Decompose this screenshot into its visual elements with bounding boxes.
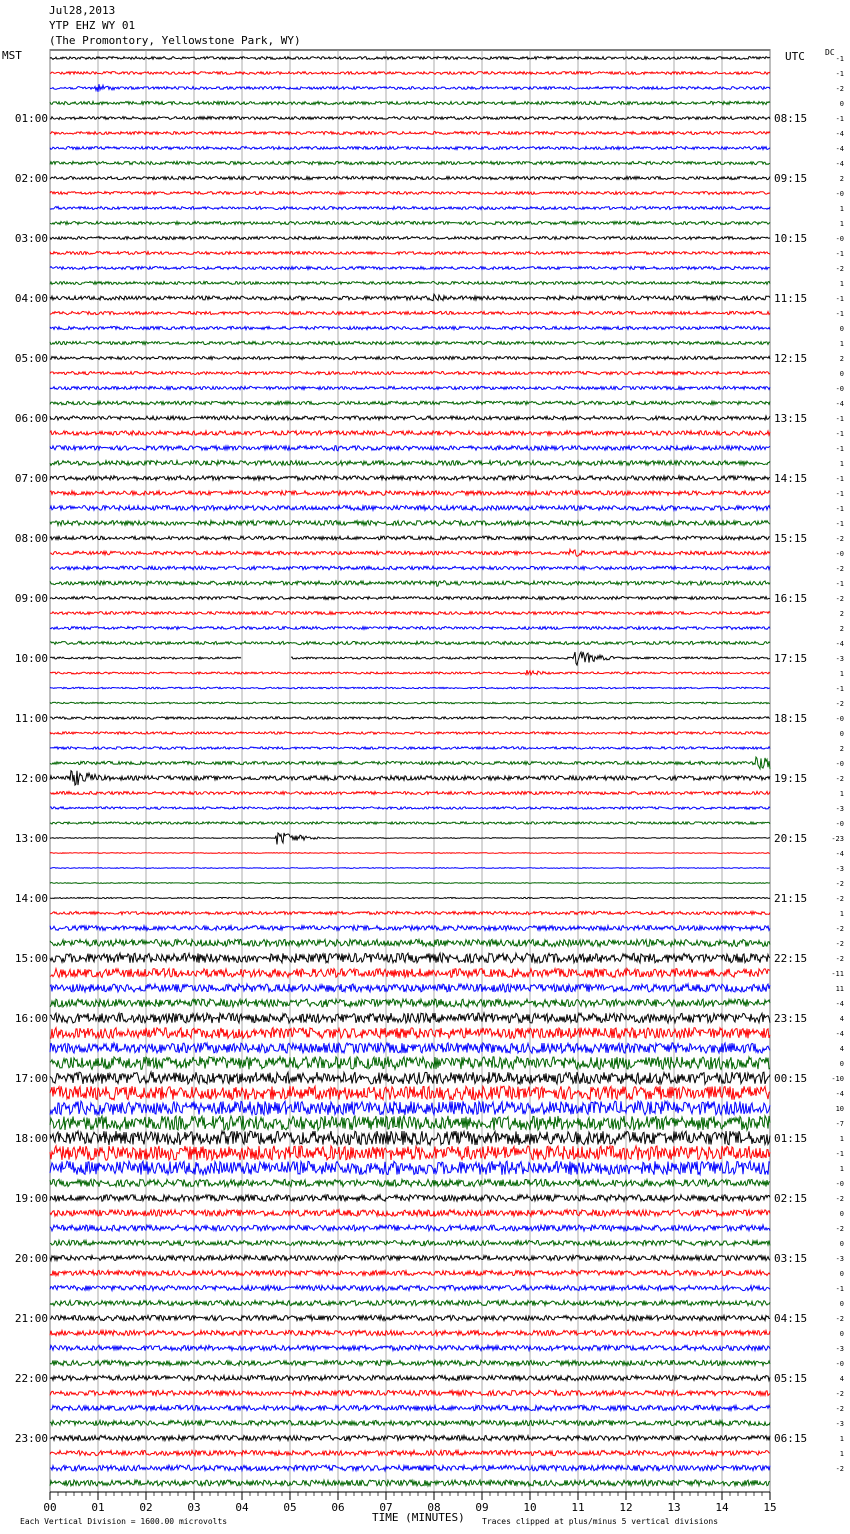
dc-offset-label: -11 — [831, 970, 844, 978]
seismogram-trace — [50, 1435, 770, 1440]
seismogram-trace — [50, 117, 770, 120]
dc-offset-label: -0 — [835, 385, 844, 393]
seismogram-trace — [50, 341, 770, 344]
seismogram-trace — [50, 1375, 770, 1380]
dc-offset-label: 1 — [839, 220, 844, 228]
dc-offset-label: -1 — [835, 115, 844, 123]
seismogram-trace — [50, 1390, 770, 1395]
dc-offset-label: 1 — [839, 1435, 844, 1443]
dc-offset-label: 1 — [839, 460, 844, 468]
dc-offset-label: 1 — [839, 280, 844, 288]
mst-hour-label: 10:00 — [14, 652, 48, 665]
seismogram-trace — [50, 641, 770, 644]
dc-offset-label: -10 — [831, 1075, 844, 1083]
dc-offset-label: 0 — [839, 1300, 844, 1308]
seismogram-trace — [50, 461, 770, 466]
utc-hour-label: 01:15 — [774, 1132, 808, 1145]
mst-hour-label: 11:00 — [14, 712, 48, 725]
seismogram-trace — [50, 833, 770, 845]
seismogram-trace — [50, 897, 770, 898]
dc-offset-label: -2 — [835, 925, 844, 933]
seismogram-trace — [50, 267, 770, 270]
mst-hour-label: 17:00 — [14, 1072, 48, 1085]
utc-hour-label: 11:15 — [774, 292, 808, 305]
dc-offset-label: -1 — [835, 430, 844, 438]
seismogram-trace — [50, 446, 770, 451]
dc-offset-label: 0 — [839, 1210, 844, 1218]
seismogram-trace — [50, 652, 770, 665]
seismogram-trace — [50, 1086, 770, 1100]
utc-hour-label: 22:15 — [774, 952, 808, 965]
dc-offset-label: 2 — [839, 175, 844, 183]
seismogram-trace — [50, 311, 770, 314]
seismogram-trace — [50, 1315, 770, 1320]
utc-hour-label: 16:15 — [774, 592, 808, 605]
mst-hour-label: 23:00 — [14, 1432, 48, 1445]
seismogram-trace — [50, 282, 770, 285]
dc-offset-label: 2 — [839, 610, 844, 618]
dc-offset-label: 1 — [839, 1450, 844, 1458]
mst-hour-label: 14:00 — [14, 892, 48, 905]
seismogram-trace — [50, 853, 770, 854]
mst-hour-label: 19:00 — [14, 1192, 48, 1205]
dc-offset-label: -1 — [835, 310, 844, 318]
seismogram-trace — [50, 1270, 770, 1275]
utc-hour-label: 17:15 — [774, 652, 808, 665]
seismogram-trace — [50, 207, 770, 210]
dc-offset-label: -0 — [835, 550, 844, 558]
dc-offset-label: 2 — [839, 355, 844, 363]
x-tick-label: 10 — [523, 1501, 537, 1514]
seismogram-trace — [50, 57, 770, 60]
seismogram-trace — [50, 1131, 770, 1145]
x-axis-title: TIME (MINUTES) — [372, 1511, 465, 1524]
seismogram-trace — [50, 807, 770, 809]
x-tick-label: 01 — [91, 1501, 105, 1514]
dc-offset-label: -2 — [835, 1195, 844, 1203]
chart-location: (The Promontory, Yellowstone Park, WY) — [49, 34, 301, 47]
seismogram-traces — [50, 57, 770, 1486]
dc-offset-label: -2 — [835, 1390, 844, 1398]
chart-date: Jul28,2013 — [49, 4, 116, 17]
mst-hour-label: 06:00 — [14, 412, 48, 425]
utc-axis-label: UTC — [785, 50, 805, 63]
dc-offset-label: 0 — [839, 325, 844, 333]
dc-offset-label: -23 — [831, 835, 844, 843]
seismogram-trace — [50, 294, 770, 301]
dc-offset-label: -2 — [835, 565, 844, 573]
seismogram-trace — [50, 984, 770, 992]
dc-offset-label: -1 — [835, 580, 844, 588]
utc-hour-label: 18:15 — [774, 712, 808, 725]
dc-offset-label: 1 — [839, 670, 844, 678]
seismogram-trace — [50, 747, 770, 749]
mst-axis-label: MST — [2, 49, 22, 62]
seismogram-trace — [50, 911, 770, 914]
dc-offset-label: 0 — [839, 1060, 844, 1068]
dc-offset-label: -4 — [835, 145, 844, 153]
dc-offset-label: -3 — [835, 1420, 844, 1428]
dc-offset-label: -2 — [835, 775, 844, 783]
mst-hour-label: 15:00 — [14, 952, 48, 965]
seismogram-trace — [50, 237, 770, 240]
seismogram-trace — [50, 1420, 770, 1425]
dc-offset-label: -1 — [835, 415, 844, 423]
x-tick-label: 12 — [619, 1501, 633, 1514]
dc-label: DC — [825, 48, 835, 57]
seismogram-trace — [50, 791, 770, 794]
utc-hour-label: 05:15 — [774, 1372, 808, 1385]
seismogram-trace — [50, 491, 770, 495]
mst-hour-label: 02:00 — [14, 172, 48, 185]
mst-hour-label: 07:00 — [14, 472, 48, 485]
dc-offset-label: 2 — [839, 625, 844, 633]
seismogram-trace — [50, 536, 770, 540]
x-tick-label: 15 — [763, 1501, 777, 1514]
seismogram-trace — [50, 1057, 770, 1070]
seismogram-trace — [50, 597, 770, 600]
seismogram-trace — [50, 822, 770, 824]
dc-offset-label: -1 — [835, 475, 844, 483]
dc-offset-label: -4 — [835, 1000, 844, 1008]
dc-offset-label: -2 — [835, 85, 844, 93]
x-tick-label: 02 — [139, 1501, 153, 1514]
seismogram-trace — [50, 612, 770, 615]
seismogram-trace — [50, 1072, 770, 1084]
footer-scale-note: Each Vertical Division = 1600.00 microvolts — [20, 1517, 228, 1526]
dc-offset-label: 2 — [839, 745, 844, 753]
seismogram-trace — [50, 386, 770, 389]
seismogram-trace — [50, 431, 770, 435]
axis-labels — [15, 55, 844, 1514]
seismogram-trace — [50, 72, 770, 75]
mst-hour-label: 09:00 — [14, 592, 48, 605]
seismogram-trace — [50, 687, 770, 689]
utc-hour-label: 03:15 — [774, 1252, 808, 1265]
dc-offset-label: 0 — [839, 370, 844, 378]
plot-frame — [50, 50, 770, 1492]
seismogram-trace — [50, 371, 770, 374]
seismogram-trace — [50, 757, 770, 769]
mst-hour-label: 16:00 — [14, 1012, 48, 1025]
seismogram-trace — [50, 1285, 770, 1290]
seismogram-trace — [50, 549, 770, 556]
seismogram-trace — [50, 953, 770, 963]
seismogram-trace — [50, 1161, 770, 1175]
dc-offset-label: -2 — [835, 595, 844, 603]
x-tick-label: 05 — [283, 1501, 297, 1514]
dc-offset-label: -1 — [835, 1150, 844, 1158]
mst-hour-label: 18:00 — [14, 1132, 48, 1145]
dc-offset-label: -2 — [835, 955, 844, 963]
seismogram-trace — [50, 939, 770, 946]
dc-offset-label: -0 — [835, 715, 844, 723]
mst-hour-label: 21:00 — [14, 1312, 48, 1325]
seismogram-trace — [50, 1013, 770, 1023]
seismogram-trace — [50, 732, 770, 734]
dc-offset-label: -0 — [835, 235, 844, 243]
utc-hour-label: 23:15 — [774, 1012, 808, 1025]
dc-offset-label: -1 — [835, 250, 844, 258]
dc-offset-label: -2 — [835, 1465, 844, 1473]
seismogram-trace — [50, 326, 770, 329]
dc-offset-label: -2 — [835, 1405, 844, 1413]
seismogram-trace — [50, 1101, 770, 1115]
utc-hour-label: 06:15 — [774, 1432, 808, 1445]
x-tick-label: 00 — [43, 1501, 57, 1514]
seismogram-trace — [50, 1465, 770, 1471]
seismogram-trace — [50, 1195, 770, 1201]
seismogram-trace — [50, 771, 770, 785]
dc-offset-label: -7 — [835, 1120, 844, 1128]
dc-offset-label: -4 — [835, 130, 844, 138]
seismogram-trace — [50, 926, 770, 931]
utc-hour-label: 12:15 — [774, 352, 808, 365]
dc-offset-label: 1 — [839, 790, 844, 798]
x-tick-label: 03 — [187, 1501, 201, 1514]
dc-offset-label: -4 — [835, 160, 844, 168]
seismogram-trace — [50, 176, 770, 179]
dc-offset-label: -2 — [835, 1315, 844, 1323]
seismogram-trace — [50, 999, 770, 1007]
dc-offset-label: -4 — [835, 400, 844, 408]
seismogram-trace — [50, 161, 770, 164]
seismogram-trace — [50, 506, 770, 511]
dc-offset-label: -0 — [835, 1180, 844, 1188]
dc-offset-label: 0 — [839, 1270, 844, 1278]
dc-offset-label: 0 — [839, 100, 844, 108]
dc-offset-label: -2 — [835, 1225, 844, 1233]
dc-offset-label: 11 — [835, 985, 844, 993]
mst-hour-label: 01:00 — [14, 112, 48, 125]
seismogram-trace — [50, 1330, 770, 1335]
dc-offset-label: -4 — [835, 640, 844, 648]
seismogram-trace — [50, 1240, 770, 1245]
dc-offset-label: -4 — [835, 1030, 844, 1038]
x-tick-label: 08 — [427, 1501, 441, 1514]
seismogram-trace — [50, 1116, 770, 1130]
mst-hour-label: 20:00 — [14, 1252, 48, 1265]
seismogram-trace — [50, 356, 770, 359]
seismogram-trace — [50, 969, 770, 978]
utc-hour-label: 02:15 — [774, 1192, 808, 1205]
mst-hour-label: 03:00 — [14, 232, 48, 245]
dc-offset-label: -3 — [835, 865, 844, 873]
seismogram-trace — [50, 717, 770, 719]
dc-offset-label: 1 — [839, 340, 844, 348]
utc-hour-label: 09:15 — [774, 172, 808, 185]
dc-offset-label: -2 — [835, 535, 844, 543]
seismogram-trace — [50, 581, 770, 587]
seismogram-trace — [50, 670, 770, 675]
dc-offset-label: 1 — [839, 1135, 844, 1143]
dc-offset-label: 4 — [839, 1045, 844, 1053]
seismogram-trace — [50, 476, 770, 480]
dc-offset-label: 10 — [835, 1105, 844, 1113]
utc-hour-label: 19:15 — [774, 772, 808, 785]
dc-offset-label: 1 — [839, 1165, 844, 1173]
mst-hour-label: 04:00 — [14, 292, 48, 305]
dc-offset-label: -0 — [835, 1360, 844, 1368]
x-tick-label: 04 — [235, 1501, 249, 1514]
utc-hour-label: 08:15 — [774, 112, 808, 125]
dc-offset-label: -4 — [835, 1090, 844, 1098]
dc-offset-label: -1 — [835, 55, 844, 63]
seismogram-trace — [50, 1225, 770, 1231]
seismogram-trace — [50, 1210, 770, 1216]
seismogram-trace — [50, 1028, 770, 1039]
utc-hour-label: 14:15 — [774, 472, 808, 485]
dc-offset-label: -1 — [835, 490, 844, 498]
dc-offset-label: -1 — [835, 520, 844, 528]
seismogram-trace — [50, 566, 770, 570]
seismogram-trace — [50, 401, 770, 405]
seismogram-trace — [50, 1179, 770, 1186]
utc-hour-label: 21:15 — [774, 892, 808, 905]
seismogram-trace — [50, 868, 770, 869]
dc-offset-label: 0 — [839, 1240, 844, 1248]
mst-hour-label: 22:00 — [14, 1372, 48, 1385]
dc-offset-label: -0 — [835, 190, 844, 198]
seismogram-trace — [50, 221, 770, 224]
dc-offset-label: -1 — [835, 445, 844, 453]
mst-hour-label: 08:00 — [14, 532, 48, 545]
seismogram-trace — [50, 1300, 770, 1305]
dc-offset-label: 4 — [839, 1375, 844, 1383]
seismogram-trace — [50, 1146, 770, 1160]
dc-offset-label: -2 — [835, 700, 844, 708]
seismogram-trace — [50, 1360, 770, 1365]
dc-offset-label: -0 — [835, 760, 844, 768]
utc-hour-label: 10:15 — [774, 232, 808, 245]
seismogram-trace — [50, 192, 770, 195]
seismogram-trace — [50, 84, 770, 92]
dc-offset-label: 4 — [839, 1015, 844, 1023]
seismogram-trace — [50, 1043, 770, 1053]
x-tick-label: 11 — [571, 1501, 585, 1514]
seismogram-trace — [50, 416, 770, 420]
dc-offset-label: 1 — [839, 205, 844, 213]
seismogram-trace — [50, 1345, 770, 1350]
seismogram-trace — [50, 252, 770, 255]
seismogram-trace — [50, 101, 770, 104]
utc-hour-label: 00:15 — [774, 1072, 808, 1085]
dc-offset-label: -2 — [835, 895, 844, 903]
dc-offset-label: -3 — [835, 655, 844, 663]
x-tick-label: 13 — [667, 1501, 681, 1514]
seismogram-trace — [50, 1255, 770, 1260]
dc-offset-label: -1 — [835, 295, 844, 303]
seismogram-trace — [50, 627, 770, 630]
seismogram-trace — [50, 132, 770, 135]
dc-offset-label: -2 — [835, 940, 844, 948]
dc-offset-label: -1 — [835, 1285, 844, 1293]
seismogram-trace — [50, 1480, 770, 1486]
seismogram-trace — [50, 1450, 770, 1455]
footer-clip-note: Traces clipped at plus/minus 5 vertical divisions — [482, 1517, 719, 1526]
dc-offset-label: -3 — [835, 1255, 844, 1263]
x-tick-label: 07 — [379, 1501, 393, 1514]
seismogram-trace — [50, 702, 770, 704]
dc-offset-label: 0 — [839, 730, 844, 738]
seismogram-trace — [50, 147, 770, 150]
utc-hour-label: 04:15 — [774, 1312, 808, 1325]
dc-offset-label: -0 — [835, 820, 844, 828]
x-tick-label: 09 — [475, 1501, 489, 1514]
dc-offset-label: -2 — [835, 880, 844, 888]
chart-station: YTP EHZ WY 01 — [49, 19, 136, 32]
utc-hour-label: 20:15 — [774, 832, 808, 845]
dc-offset-label: -1 — [835, 70, 844, 78]
dc-offset-label: 1 — [839, 910, 844, 918]
seismogram-trace — [50, 1405, 770, 1410]
utc-hour-label: 15:15 — [774, 532, 808, 545]
dc-offset-label: -1 — [835, 685, 844, 693]
x-tick-label: 14 — [715, 1501, 729, 1514]
utc-hour-label: 13:15 — [774, 412, 808, 425]
seismogram-trace — [50, 521, 770, 526]
dc-offset-label: -2 — [835, 265, 844, 273]
x-tick-label: 06 — [331, 1501, 345, 1514]
seismogram-trace — [50, 883, 770, 884]
mst-hour-label: 05:00 — [14, 352, 48, 365]
dc-offset-label: -3 — [835, 1345, 844, 1353]
dc-offset-label: -1 — [835, 505, 844, 513]
mst-hour-label: 13:00 — [14, 832, 48, 845]
dc-offset-label: -3 — [835, 805, 844, 813]
dc-offset-label: 0 — [839, 1330, 844, 1338]
dc-offset-label: -4 — [835, 850, 844, 858]
mst-hour-label: 12:00 — [14, 772, 48, 785]
